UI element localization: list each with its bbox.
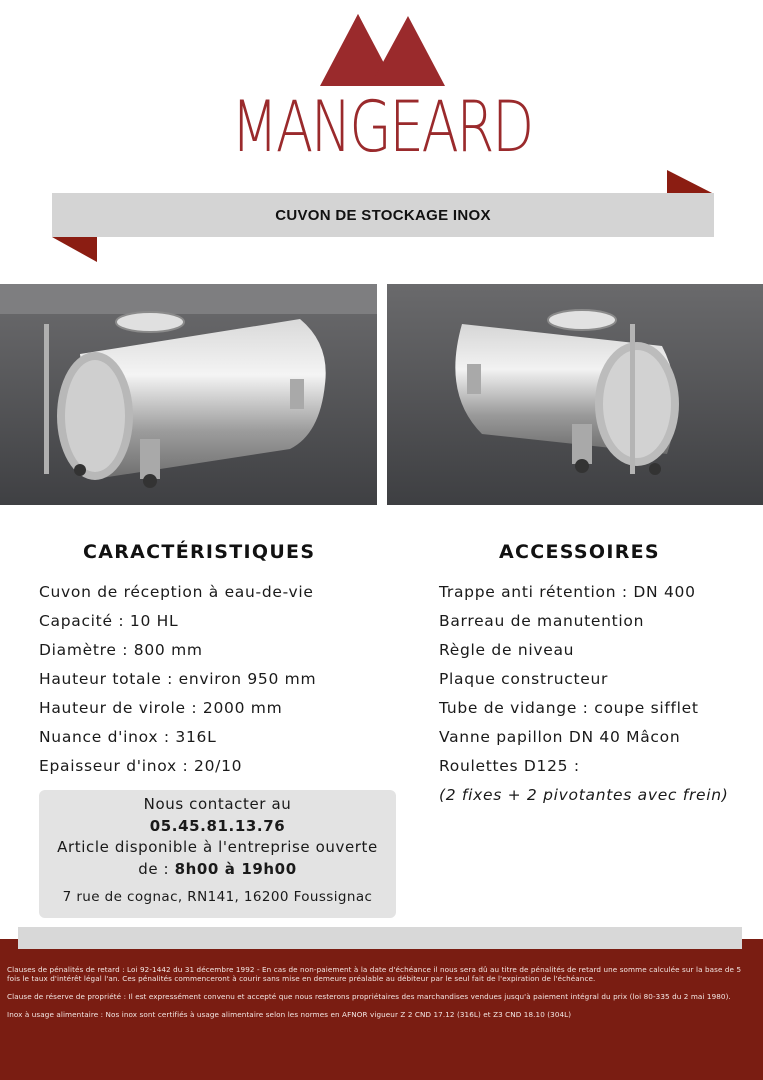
accessories-list [439,582,729,814]
accessories-note: (2 fixes + 2 pivotantes avec frein) [439,786,729,804]
contact-intro: Nous contacter au [143,795,292,813]
characteristics-heading: CARACTÉRISTIQUES [83,541,316,563]
list-item: Diamètre : 800 mm [39,641,203,659]
legal-ownership-clause: Clause de réserve de propriété : Il est expressément convenu et accepté que nous resterons propriétaires des marchandises vendues jusqu'à paiement intégral du prix (loi 80-335 du 2 mai 1980). [7,992,731,1001]
legal-notes [7,965,753,1028]
list-item: Hauteur totale : environ 950 mm [39,670,317,688]
contact-hours: 8h00 à 19h00 [174,859,297,878]
list-item: Nuance d'inox : 316L [39,728,217,746]
corner-triangle-bottom [52,237,97,262]
list-item: Vanne papillon DN 40 Mâcon [439,728,681,746]
contact-hours-prefix: de : [138,859,175,878]
legal-food-grade: Inox à usage alimentaire : Nos inox sont certifiés à usage alimentaire selon les normes en AFNOR vigueur Z 2 CND 17.12 (316L) et Z3 CND 18.10 (304L) [7,1010,572,1019]
contact-box [39,790,396,918]
brand-logo [0,0,763,180]
list-item: Tube de vidange : coupe sifflet [439,699,699,717]
contact-address: 7 rue de cognac, RN141, 16200 Foussignac [62,889,373,905]
list-item: Roulettes D125 : [439,757,580,775]
accessories-heading: ACCESSOIRES [499,541,660,563]
list-item: Cuvon de réception à eau-de-vie [39,583,314,601]
list-item: Barreau de manutention [439,612,645,630]
mountains-logo-icon [320,14,445,86]
list-item: Règle de niveau [439,641,575,659]
brand-wordmark: MANGEARD [231,86,532,168]
list-item: Epaisseur d'inox : 20/10 [39,757,243,775]
list-item: Capacité : 10 HL [39,612,179,630]
page-title: CUVON DE STOCKAGE INOX [52,193,714,237]
characteristics-list [39,582,316,785]
list-item: Trappe anti rétention : DN 400 [439,583,696,601]
list-item: Plaque constructeur [439,670,609,688]
legal-late-penalties: Clauses de pénalités de retard : Loi 92-1442 du 31 décembre 1992 - En cas de non-paiement à la date d'échéance il nous sera dû au titre de pénalités de retard une somme calculée sur la base de 5 fois le taux d'intérêt légal l'an. Ces pénalités commenceront à courir sans mise en demeure préalable au débiteur par le seul fait de l'expiration de l'échéance. [7,965,742,983]
tank-photo-left [0,284,377,505]
tank-photo-right [387,284,763,505]
contact-hours-line [39,859,396,881]
contact-availability: Article disponible à l'entreprise ouverte [57,838,378,856]
corner-triangle-top [667,170,714,194]
footer-divider-bar [18,927,742,949]
contact-phone[interactable]: 05.45.81.13.76 [149,816,286,835]
list-item: Hauteur de virole : 2000 mm [39,699,283,717]
